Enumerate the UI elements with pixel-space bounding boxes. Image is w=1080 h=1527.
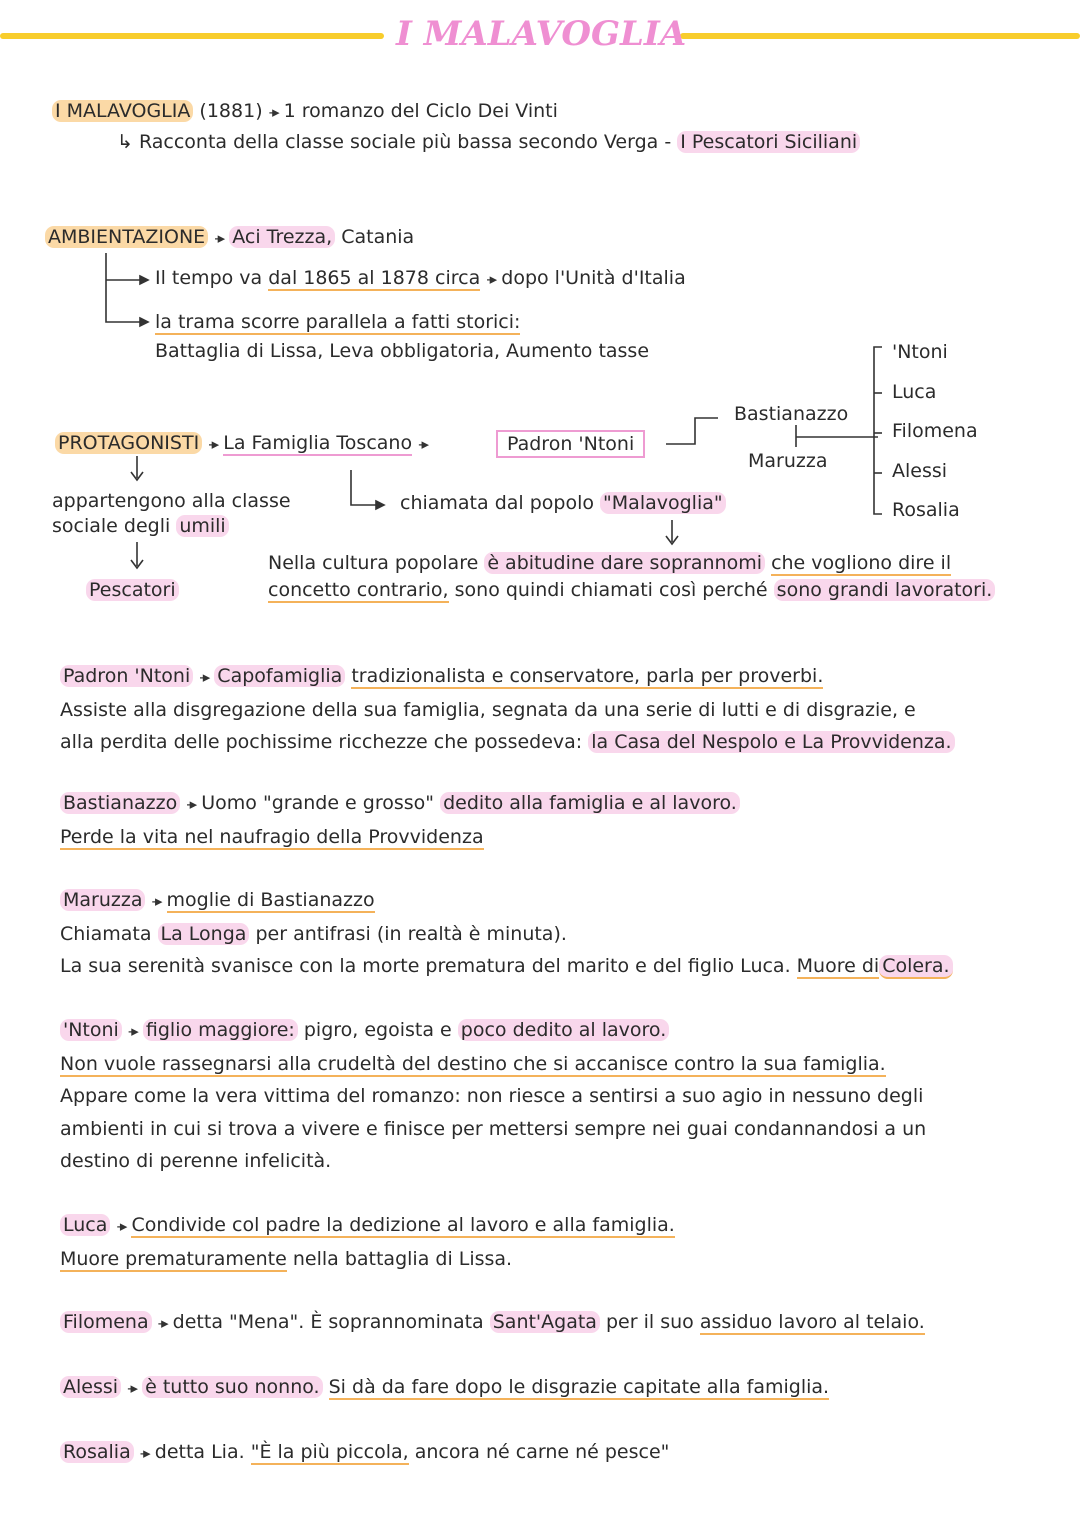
arrow-icon: -▸ (116, 1217, 126, 1235)
char-l2: Perde la vita nel naufragio della Provvidenza (60, 825, 484, 848)
nick-b: è abitudine dare soprannomi (484, 552, 765, 574)
corner-arrow-icon: ↳ (117, 131, 133, 153)
character-filomena (60, 1306, 1040, 1340)
tree-father: Bastianazzo (734, 403, 849, 425)
char-d1: Uomo "grande e grosso" (201, 792, 435, 814)
nick-f: sono grandi lavoratori. (774, 579, 996, 601)
arrow-icon: -▸ (214, 229, 224, 247)
arrow-icon: -▸ (486, 270, 496, 288)
character-padron (60, 660, 1040, 759)
char-l3: Appare come la vera vittima del romanzo: non riesce a sentirsi a suo agio in nessuno degli (60, 1085, 924, 1107)
family-head-box: Padron 'Ntoni (496, 430, 645, 458)
char-l2a: Muore prematuramente (60, 1247, 287, 1270)
arrow-icon: -▸ (127, 1022, 137, 1040)
tree-child-3: Alessi (892, 460, 948, 482)
char-d1: figlio maggiore: (143, 1019, 298, 1041)
intro-sub-text: Racconta della classe sociale più bassa secondo Verga - (138, 131, 672, 153)
class-line-2a: sociale degli (52, 515, 171, 537)
nick-e: sono quindi chiamati così perché (454, 579, 768, 601)
char-l4: ambienti in cui si trova a vivere e finisce per mettersi sempre nei guai condannandosi a un (60, 1117, 927, 1140)
character-luca (60, 1209, 1040, 1275)
char-d3: poco dedito al lavoro. (458, 1019, 669, 1041)
char-l3b: Muore di (796, 955, 880, 977)
char-name: Padron 'Ntoni (60, 665, 193, 687)
char-l2: Non vuole rassegnarsi alla crudeltà del destino che si accanisce contro la sua famiglia. (60, 1052, 886, 1075)
char-l2a: Chiamata (60, 922, 152, 945)
arrow-icon: -▸ (127, 1379, 137, 1397)
arrow-icon: -▸ (268, 103, 278, 121)
arrow-icon (140, 276, 148, 284)
setting-events: Battaglia di Lissa, Leva obbligatoria, Aumento tasse (155, 340, 650, 362)
setting-term: AMBIENTAZIONE (45, 226, 208, 248)
intro-sub-highlight: I Pescatori Siciliani (677, 131, 860, 153)
char-l3c: Colera. (879, 955, 952, 979)
arrow-icon (140, 318, 148, 326)
nick-c: che vogliono dire il (771, 552, 952, 574)
tree-child-4: Rosalia (892, 499, 960, 521)
char-name: Maruzza (60, 889, 145, 911)
intro-year: (1881) (199, 100, 263, 122)
char-d1: Condivide col padre la dedizione al lavoro e alla famiglia. (131, 1214, 675, 1236)
char-l3a: La sua serenità svanisce con la morte prematura del marito e del figlio Luca. (60, 955, 791, 977)
setting-place-rest: Catania (341, 226, 415, 248)
char-l3a: alla perdita delle pochissime ricchezze che possedeva: (60, 731, 583, 753)
char-d1: Capofamiglia (214, 665, 345, 687)
char-d2: dedito alla famiglia e al lavoro. (440, 792, 740, 814)
char-l5: destino di perenne infelicità. (60, 1150, 332, 1172)
character-rosalia (60, 1436, 1040, 1470)
char-l2b: La Longa (158, 923, 250, 945)
char-d1: detta Lia. (154, 1441, 245, 1463)
char-name: Rosalia (60, 1441, 134, 1463)
char-d1: è tutto suo nonno. (142, 1376, 322, 1398)
setting-bracket (106, 253, 140, 322)
setting-time-dates: dal 1865 al 1878 circa (268, 267, 481, 289)
char-name: 'Ntoni (60, 1019, 122, 1041)
called-bracket (351, 470, 376, 505)
char-d2: Si dà da fare dopo le disgrazie capitate alla famiglia. (328, 1376, 830, 1398)
char-name: Filomena (60, 1311, 152, 1333)
char-name: Luca (60, 1214, 110, 1236)
char-d4: assiduo lavoro al telaio. (699, 1311, 925, 1333)
intro-term: I MALAVOGLIA (52, 100, 193, 122)
arrow-icon: -▸ (186, 795, 196, 813)
tree-child-2: Filomena (892, 420, 978, 442)
setting-plot: la trama scorre parallela a fatti storici: (155, 311, 521, 333)
setting-time-a: Il tempo va (155, 267, 263, 289)
tree-link-head (666, 418, 718, 444)
class-humble: umili (176, 515, 228, 537)
nick-a: Nella cultura popolare (268, 552, 479, 574)
arrow-icon: -▸ (139, 1444, 149, 1462)
arrow-icon: -▸ (199, 668, 209, 686)
intro-desc: 1 romanzo del Ciclo Dei Vinti (283, 100, 558, 122)
arrow-icon: -▸ (208, 435, 218, 453)
arrow-icon (376, 501, 384, 509)
char-l3b: la Casa del Nespolo e La Provvidenza. (588, 731, 954, 753)
page-title: I MALAVOGLIA (396, 14, 687, 54)
nickname: "Malavoglia" (600, 492, 726, 514)
family-name: La Famiglia Toscano (223, 432, 413, 454)
character-bastianazzo (60, 787, 1040, 853)
tree-children-bracket (874, 347, 882, 514)
char-l2: Assiste alla disgregazione della sua famiglia, segnata da una serie di lutti e di disgrazie, e (60, 698, 916, 721)
protagonists-term: PROTAGONISTI (55, 432, 202, 454)
nick-d: concetto contrario, (268, 579, 449, 601)
setting-time-b: dopo l'Unità d'Italia (501, 267, 686, 289)
char-d3: per il suo (606, 1311, 694, 1333)
char-d2: pigro, egoista e (303, 1019, 452, 1041)
char-name: Bastianazzo (60, 792, 180, 814)
class-line-1: appartengono alla classe (52, 490, 291, 512)
character-maruzza (60, 884, 1040, 983)
char-d3: ancora né carne né pesce" (414, 1441, 670, 1463)
tree-mother: Maruzza (748, 450, 828, 472)
char-name: Alessi (60, 1376, 121, 1398)
character-alessi (60, 1371, 1040, 1405)
char-d2: "È la più piccola, (250, 1441, 409, 1463)
char-d2: Sant'Agata (490, 1311, 600, 1333)
arrow-icon: -▸ (151, 892, 161, 910)
char-d1: moglie di Bastianazzo (166, 889, 375, 911)
tree-child-1: Luca (892, 381, 937, 403)
called-text: chiamata dal popolo (400, 492, 594, 514)
char-d2: tradizionalista e conservatore, parla per proverbi. (351, 665, 824, 687)
character-ntoni (60, 1014, 1040, 1178)
arrow-icon: -▸ (418, 435, 428, 453)
class-result: Pescatori (86, 579, 179, 601)
setting-place: Aci Trezza, (229, 226, 335, 248)
tree-child-0: 'Ntoni (892, 341, 948, 363)
char-d1: detta "Mena". È soprannominata (172, 1311, 484, 1333)
char-l2c: per antifrasi (in realtà è minuta). (255, 922, 567, 945)
char-l2b: nella battaglia di Lissa. (292, 1247, 513, 1270)
arrow-icon: -▸ (157, 1314, 167, 1332)
